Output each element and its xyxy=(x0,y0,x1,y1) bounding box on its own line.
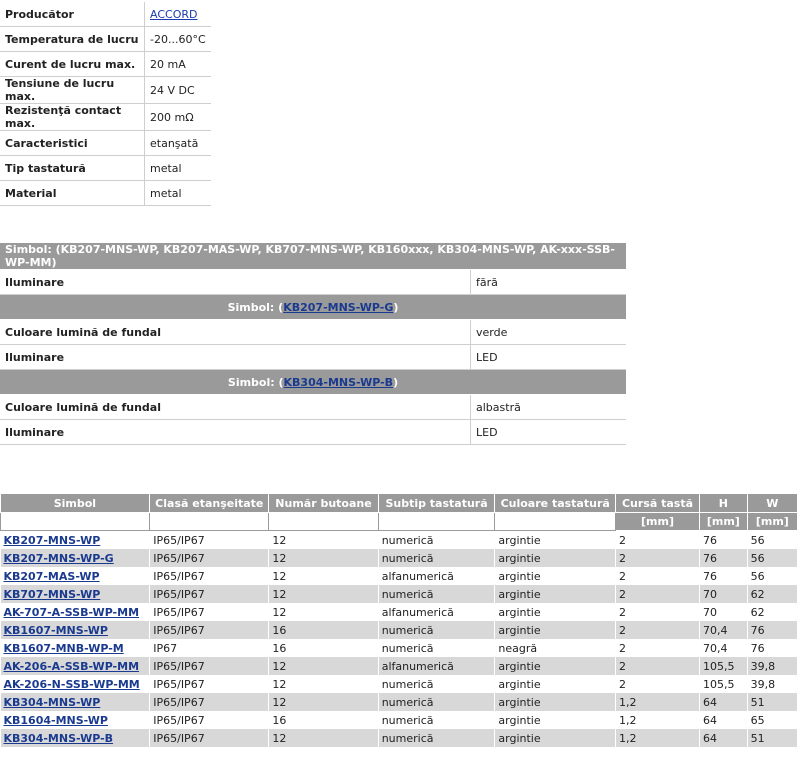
spec-row xyxy=(0,181,211,206)
products-header-row xyxy=(1,494,798,513)
spec-value: 200 mΩ xyxy=(145,104,211,131)
table-cell: alfanumerică xyxy=(378,603,495,621)
symbol-attribute-row xyxy=(0,320,626,345)
table-cell: numerică xyxy=(378,729,495,747)
spec-label: Rezistenţă contact max. xyxy=(0,104,145,131)
spec-label: Tensiune de lucru max. xyxy=(0,77,145,104)
table-cell: 12 xyxy=(269,603,378,621)
spec-label: Temperatura de lucru xyxy=(0,27,145,52)
table-cell: 62 xyxy=(747,585,797,603)
table-cell: argintie xyxy=(495,675,616,693)
table-cell: argintie xyxy=(495,729,616,747)
column-header[interactable]: Subtip tastatură xyxy=(378,494,495,513)
symbol-group-title xyxy=(0,243,626,270)
symbol-group-title xyxy=(0,295,626,320)
table-row xyxy=(1,711,798,729)
spec-value: etanşată xyxy=(145,131,211,156)
product-link[interactable]: KB207-MNS-WP xyxy=(3,533,101,547)
table-cell: argintie xyxy=(495,531,616,550)
table-cell: IP65/IP67 xyxy=(150,549,269,567)
product-link[interactable]: KB207-MAS-WP xyxy=(3,569,100,583)
table-cell: IP65/IP67 xyxy=(150,657,269,675)
spec-value: 20 mA xyxy=(145,52,211,77)
table-cell: 39,8 xyxy=(747,657,797,675)
manufacturer-link[interactable]: ACCORD xyxy=(150,7,198,21)
column-header[interactable]: Culoare tastatură xyxy=(495,494,616,513)
spec-label: Tip tastatură xyxy=(0,156,145,181)
table-cell: argintie xyxy=(495,567,616,585)
table-row xyxy=(1,675,798,693)
spec-value: metal xyxy=(145,156,211,181)
table-cell: neagră xyxy=(495,639,616,657)
column-header[interactable]: Simbol xyxy=(1,494,150,513)
table-cell: numerică xyxy=(378,711,495,729)
symbol-link[interactable]: KB304-MNS-WP-B xyxy=(283,375,394,389)
table-cell: IP65/IP67 xyxy=(150,693,269,711)
table-row xyxy=(1,585,798,603)
symbol-suffix: ) xyxy=(393,375,399,389)
symbol-cell xyxy=(1,585,150,603)
table-cell: 70,4 xyxy=(699,621,747,639)
spec-row xyxy=(0,27,211,52)
table-cell: 1,2 xyxy=(616,729,700,747)
table-cell: 76 xyxy=(699,567,747,585)
table-cell: 2 xyxy=(616,585,700,603)
attribute-label: Iluminare xyxy=(0,420,471,445)
spec-row xyxy=(0,104,211,131)
spec-row xyxy=(0,2,211,27)
table-cell: IP65/IP67 xyxy=(150,567,269,585)
table-cell: 2 xyxy=(616,567,700,585)
spec-label: Curent de lucru max. xyxy=(0,52,145,77)
symbol-group-title xyxy=(0,370,626,395)
column-header[interactable]: W xyxy=(747,494,797,513)
table-row xyxy=(1,693,798,711)
product-link[interactable]: AK-206-A-SSB-WP-MM xyxy=(3,659,140,673)
table-cell: argintie xyxy=(495,657,616,675)
table-cell: 64 xyxy=(699,729,747,747)
table-cell: 76 xyxy=(747,639,797,657)
table-cell: alfanumerică xyxy=(378,567,495,585)
symbol-list: KB207-MNS-WP, KB207-MAS-WP, KB707-MNS-WP, KB160xxx, KB304-MNS-WP, AK-xxx-SSB-WP-MM) xyxy=(5,243,615,269)
table-cell: 2 xyxy=(616,657,700,675)
table-cell: 76 xyxy=(699,531,747,550)
products-units-row xyxy=(1,513,798,531)
attribute-label: Culoare lumină de fundal xyxy=(0,395,471,420)
symbol-attribute-row xyxy=(0,270,626,295)
table-cell: 105,5 xyxy=(699,657,747,675)
spec-row xyxy=(0,156,211,181)
attribute-value: fără xyxy=(471,270,627,295)
table-cell: 64 xyxy=(699,711,747,729)
attribute-value: LED xyxy=(471,345,627,370)
table-cell: 12 xyxy=(269,657,378,675)
table-cell: IP65/IP67 xyxy=(150,531,269,550)
table-cell: 2 xyxy=(616,603,700,621)
symbol-cell xyxy=(1,603,150,621)
symbol-attribute-row xyxy=(0,345,626,370)
table-cell: IP65/IP67 xyxy=(150,621,269,639)
table-cell: IP65/IP67 xyxy=(150,585,269,603)
table-cell: 70 xyxy=(699,585,747,603)
table-cell: 12 xyxy=(269,549,378,567)
table-cell: numerică xyxy=(378,675,495,693)
symbol-prefix: Simbol: ( xyxy=(227,375,284,389)
spec-value: 24 V DC xyxy=(145,77,211,104)
table-row xyxy=(1,657,798,675)
table-cell: 16 xyxy=(269,621,378,639)
table-cell: IP65/IP67 xyxy=(150,603,269,621)
spec-row xyxy=(0,131,211,156)
table-cell: 2 xyxy=(616,549,700,567)
symbol-cell xyxy=(1,531,150,550)
table-cell: 12 xyxy=(269,693,378,711)
table-cell: argintie xyxy=(495,585,616,603)
table-cell: 65 xyxy=(747,711,797,729)
table-cell: 1,2 xyxy=(616,711,700,729)
symbol-group-header xyxy=(0,370,626,395)
table-cell: 70 xyxy=(699,603,747,621)
attribute-value: verde xyxy=(471,320,627,345)
table-cell: 51 xyxy=(747,729,797,747)
product-link[interactable]: KB304-MNS-WP xyxy=(3,695,101,709)
table-cell: 12 xyxy=(269,567,378,585)
table-cell: 16 xyxy=(269,711,378,729)
table-cell: alfanumerică xyxy=(378,657,495,675)
table-cell: 39,8 xyxy=(747,675,797,693)
attribute-label: Iluminare xyxy=(0,345,471,370)
table-cell: argintie xyxy=(495,711,616,729)
table-cell: IP65/IP67 xyxy=(150,711,269,729)
table-cell: 2 xyxy=(616,621,700,639)
table-cell: 76 xyxy=(747,621,797,639)
spec-row xyxy=(0,77,211,104)
symbol-attribute-row xyxy=(0,420,626,445)
symbol-cell xyxy=(1,621,150,639)
symbol-group-header xyxy=(0,243,626,270)
product-link[interactable]: AK-206-N-SSB-WP-MM xyxy=(3,677,140,691)
symbol-cell xyxy=(1,639,150,657)
table-cell: 70,4 xyxy=(699,639,747,657)
symbol-cell xyxy=(1,567,150,585)
table-row xyxy=(1,621,798,639)
table-cell: 76 xyxy=(699,549,747,567)
attribute-label: Iluminare xyxy=(0,270,471,295)
column-unit xyxy=(378,513,495,531)
column-header[interactable]: Clasă etanşeitate xyxy=(150,494,269,513)
table-cell: numerică xyxy=(378,693,495,711)
table-cell: argintie xyxy=(495,603,616,621)
table-cell: 12 xyxy=(269,531,378,550)
symbol-link[interactable]: KB207-MNS-WP-G xyxy=(283,300,394,314)
table-row xyxy=(1,567,798,585)
attribute-label: Culoare lumină de fundal xyxy=(0,320,471,345)
table-cell: 56 xyxy=(747,531,797,550)
table-cell: 56 xyxy=(747,567,797,585)
table-cell: 16 xyxy=(269,639,378,657)
column-unit xyxy=(1,513,150,531)
table-cell: 62 xyxy=(747,603,797,621)
column-header[interactable]: H xyxy=(699,494,747,513)
table-cell: 12 xyxy=(269,585,378,603)
symbol-suffix: ) xyxy=(393,300,399,314)
table-cell: 2 xyxy=(616,639,700,657)
table-cell: 51 xyxy=(747,693,797,711)
column-unit: [mm] xyxy=(616,513,700,531)
spec-label: Caracteristici xyxy=(0,131,145,156)
symbol-cell xyxy=(1,693,150,711)
attribute-value: LED xyxy=(471,420,627,445)
symbol-prefix: Simbol: ( xyxy=(5,243,61,256)
symbol-attributes-table xyxy=(0,243,626,445)
table-cell: 12 xyxy=(269,675,378,693)
table-cell: argintie xyxy=(495,693,616,711)
products-table xyxy=(0,494,798,747)
column-unit xyxy=(150,513,269,531)
spec-row xyxy=(0,52,211,77)
column-header[interactable]: Cursă tastă xyxy=(616,494,700,513)
table-cell: numerică xyxy=(378,549,495,567)
spec-value xyxy=(145,2,211,27)
product-link[interactable]: KB1607-MNB-WP-M xyxy=(3,641,124,655)
table-cell: argintie xyxy=(495,621,616,639)
spec-table xyxy=(0,2,211,206)
table-row xyxy=(1,549,798,567)
table-cell: IP65/IP67 xyxy=(150,675,269,693)
table-cell: numerică xyxy=(378,585,495,603)
spec-label: Material xyxy=(0,181,145,206)
table-cell: 1,2 xyxy=(616,693,700,711)
table-row xyxy=(1,729,798,747)
symbol-cell xyxy=(1,711,150,729)
attribute-value: albastră xyxy=(471,395,627,420)
column-unit xyxy=(495,513,616,531)
table-row xyxy=(1,603,798,621)
table-cell: numerică xyxy=(378,621,495,639)
symbol-cell xyxy=(1,729,150,747)
product-link[interactable]: KB707-MNS-WP xyxy=(3,587,101,601)
table-cell: IP67 xyxy=(150,639,269,657)
product-link[interactable]: KB1607-MNS-WP xyxy=(3,623,108,637)
table-cell: 2 xyxy=(616,675,700,693)
table-cell: 12 xyxy=(269,729,378,747)
symbol-cell xyxy=(1,549,150,567)
table-cell: argintie xyxy=(495,549,616,567)
table-cell: 105,5 xyxy=(699,675,747,693)
product-link[interactable]: KB304-MNS-WP-B xyxy=(3,731,114,745)
spec-label: Producător xyxy=(0,2,145,27)
table-cell: IP65/IP67 xyxy=(150,729,269,747)
product-link[interactable]: AK-707-A-SSB-WP-MM xyxy=(3,605,140,619)
symbol-prefix: Simbol: ( xyxy=(227,300,284,314)
table-cell: numerică xyxy=(378,639,495,657)
spec-value: -20...60°C xyxy=(145,27,211,52)
table-cell: numerică xyxy=(378,531,495,550)
table-cell: 56 xyxy=(747,549,797,567)
column-unit xyxy=(269,513,378,531)
product-link[interactable]: KB207-MNS-WP-G xyxy=(3,551,114,565)
table-cell: 64 xyxy=(699,693,747,711)
column-unit: [mm] xyxy=(747,513,797,531)
symbol-group-header xyxy=(0,295,626,320)
spec-value: metal xyxy=(145,181,211,206)
column-header[interactable]: Număr butoane xyxy=(269,494,378,513)
symbol-attribute-row xyxy=(0,395,626,420)
column-unit: [mm] xyxy=(699,513,747,531)
symbol-cell xyxy=(1,675,150,693)
table-cell: 2 xyxy=(616,531,700,550)
symbol-cell xyxy=(1,657,150,675)
table-row xyxy=(1,639,798,657)
table-row xyxy=(1,531,798,550)
product-link[interactable]: KB1604-MNS-WP xyxy=(3,713,108,727)
